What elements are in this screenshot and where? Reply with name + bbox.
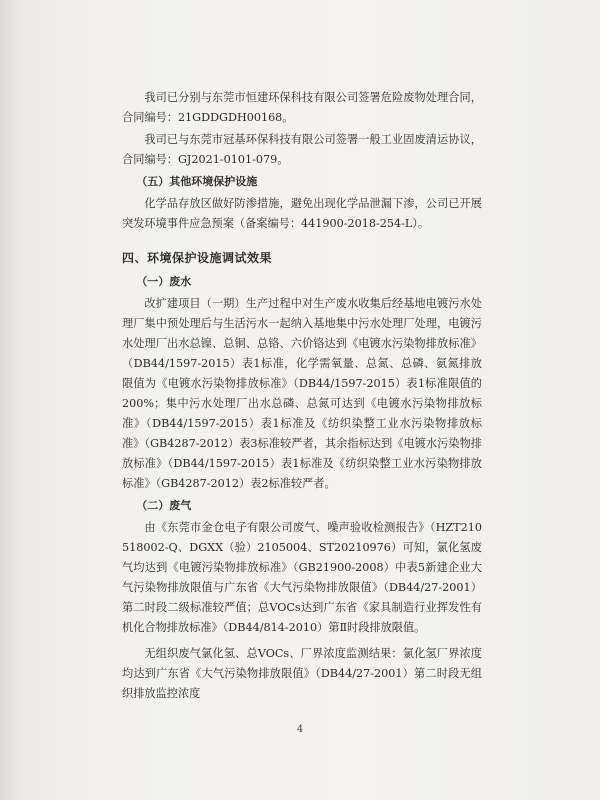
section-heading-commissioning-results: 四、环境保护设施调试效果 [122, 251, 273, 265]
paragraph-hazardous-waste-contract: 我司已分别与东莞市恒建环保科技有限公司签署危险废物处理合同，合同编号：21GDDGDH00168。 [122, 91, 482, 124]
paragraph-exhaust-gas-report: 由《东莞市金仓电子有限公司废气、噪声验收检测报告》（HZT210518002-Q、DGXX（验）2105004、ST20210976）可知，氯化氢废气均达到《电镀污染物排放标准》（GB21900-2008）中表5新建企业大气污染物排放限值与广东省《大气污染物排放限值》（DB44/27-2001）第二时段二级标准较严值；总VOCs达到广东省《家具制造行业挥发性有机化合物排放标准》（DB44/814-2010）第Ⅱ时段排放限值。 [122, 521, 482, 634]
subheading-other-facilities: （五）其他环境保护设施 [136, 175, 258, 188]
paragraph-fugitive-emissions: 无组织废气氯化氢、总VOCs、厂界浓度监测结果：氯化氢厂界浓度均达到广东省《大气污染物排放限值》（DB44/27-2001）第二时段无组织排放监控浓度 [122, 647, 482, 700]
subheading-exhaust-gas: （二）废气 [136, 499, 192, 512]
paragraph-chemical-storage: 化学品存放区做好防渗措施，避免出现化学品泄漏下渗，公司已开展突发环境事件应急预案（备案编号：441900-2018-254-L）。 [122, 197, 482, 230]
page-number: 4 [296, 724, 304, 735]
page-body [122, 88, 482, 704]
paragraph-solid-waste-agreement: 我司已与东莞市冠基环保科技有限公司签署一般工业固废清运协议，合同编号：GJ2021-0101-079。 [122, 133, 482, 166]
scan-shadow [0, 0, 22, 800]
paragraph-wastewater: 改扩建项目（一期）生产过程中对生产废水收集后经基地电镀污水处理厂集中预处理后与生活污水一起纳入基地集中污水处理厂处理，电镀污水处理厂出水总镍、总铜、总铬、六价铬达到《电镀水污染物排放标准》（DB44/1597-2015）表1标准，化学需氧量、总氮、总磷、氨氮排放限值为《电镀水污染物排放标准》（DB44/1597-2015）表1标准限值的200%；集中污水处理厂出水总磷、总氮可达到《电镀水污染物排放标准》（DB44/1597-2015）表1标准及《纺织染整工业水污染物排放标准》（GB4287-2012）表3标准较严者，其余指标达到《电镀水污染物排放标准》（DB44/1597-2015）表1标准及《纺织染整工业水污染物排放标准》（GB4287-2012）表2标准较严者。 [122, 297, 482, 490]
subheading-wastewater: （一）废水 [136, 275, 192, 288]
